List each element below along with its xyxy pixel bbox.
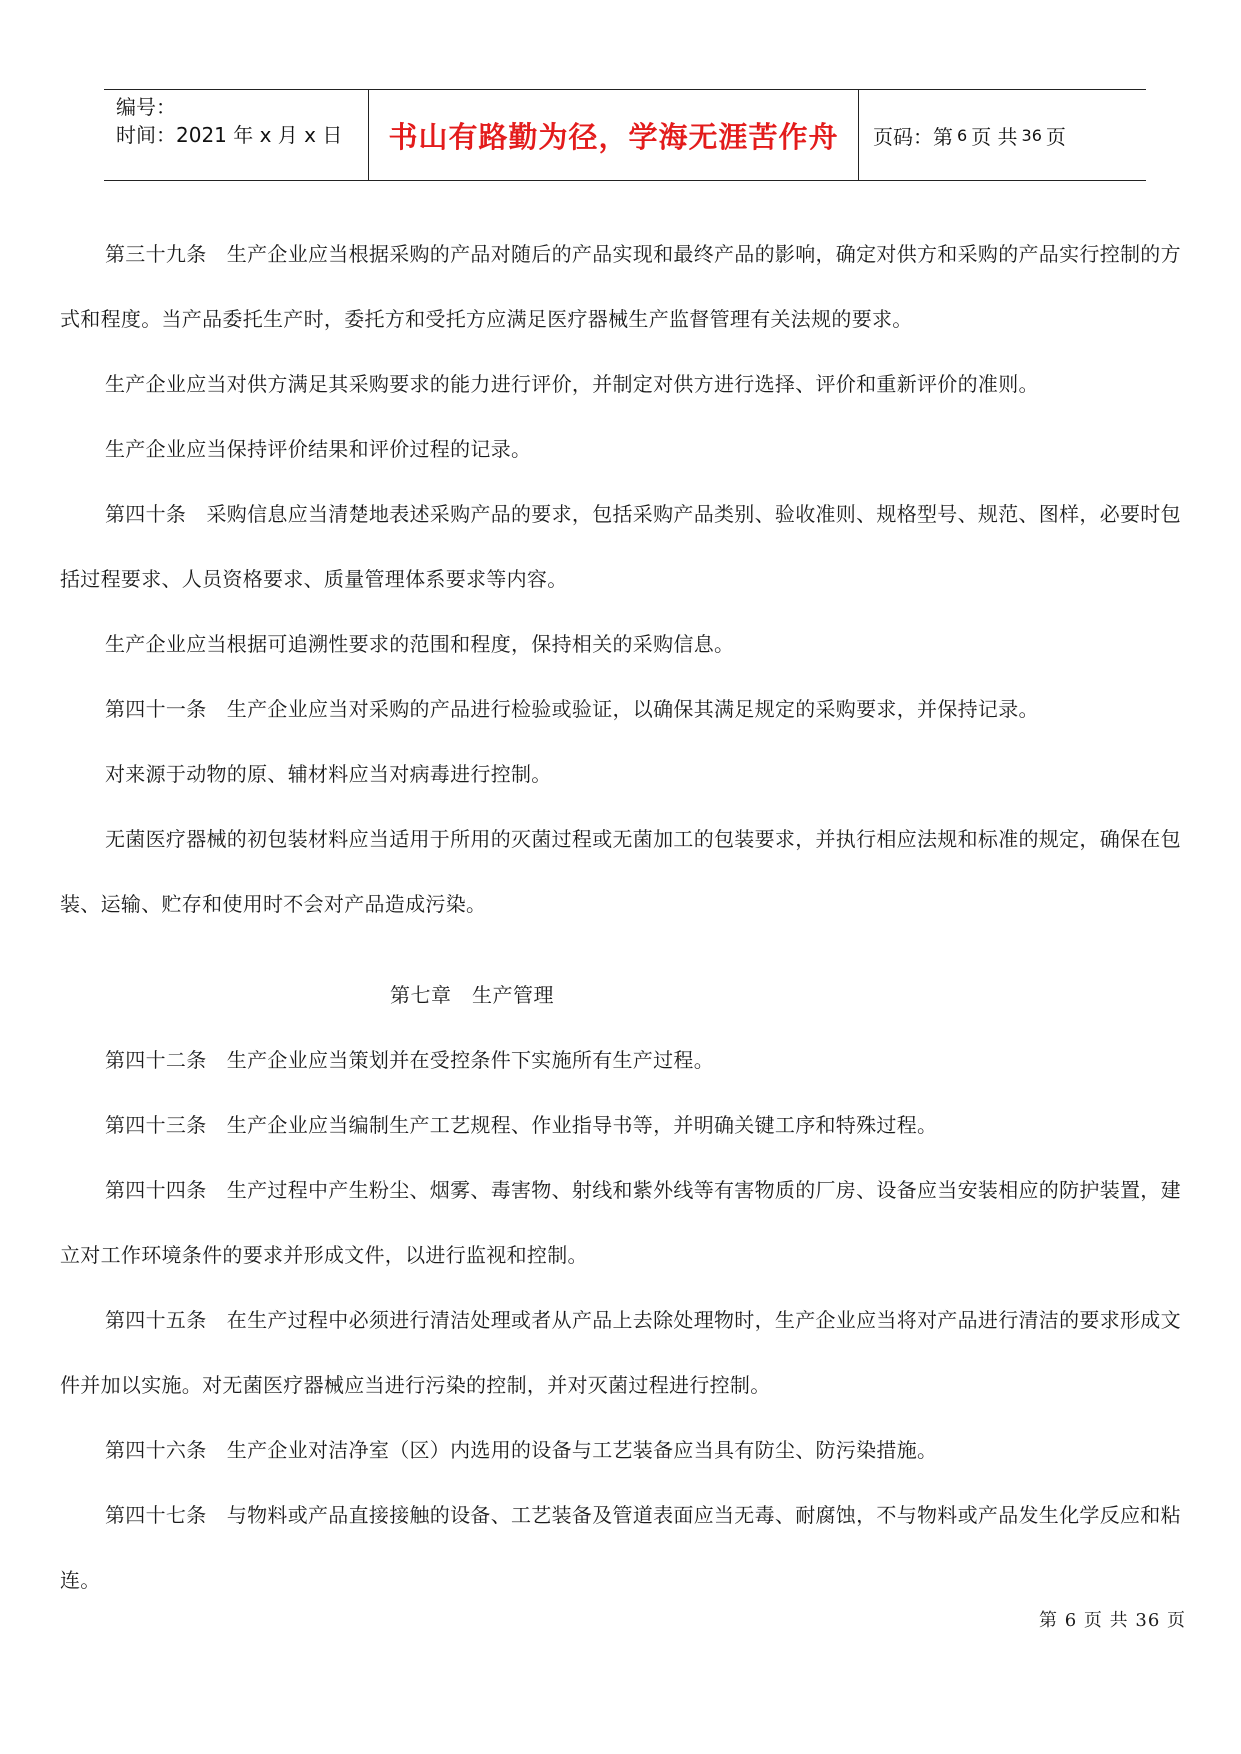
document-body xyxy=(60,222,1184,1613)
header-info-cell xyxy=(104,90,369,180)
paragraph: 第四十二条 生产企业应当策划并在受控条件下实施所有生产过程。 xyxy=(105,1048,714,1072)
time-label: 时间：2021 年 x 月 x 日 xyxy=(116,123,343,147)
number-label: 编号： xyxy=(116,95,176,119)
paragraph: 第四十条 采购信息应当清楚地表述采购产品的要求，包括采购产品类别、验收准则、规格型号、规范、图样，必要时包括过程要求、人员资格要求、质量管理体系要求等内容。 xyxy=(60,502,1181,591)
paragraph: 第四十四条 生产过程中产生粉尘、烟雾、毒害物、射线和紫外线等有害物质的厂房、设备应当安装相应的防护装置，建立对工作环境条件的要求并形成文件，以进行监视和控制。 xyxy=(60,1178,1181,1267)
paragraph: 第四十六条 生产企业对洁净室（区）内选用的设备与工艺装备应当具有防尘、防污染措施。 xyxy=(105,1438,938,1462)
header-motto: 书山有路勤为径，学海无涯苦作舟 xyxy=(369,90,859,180)
paragraph: 第四十五条 在生产过程中必须进行清洁处理或者从产品上去除处理物时，生产企业应当将对产品进行清洁的要求形成文件并加以实施。对无菌医疗器械应当进行污染的控制，并对灭菌过程进行控制。 xyxy=(60,1308,1181,1397)
page-total: 36 xyxy=(1021,125,1042,145)
page-footer: 第 6 页 共 36 页 xyxy=(1039,1610,1186,1631)
paragraph: 对来源于动物的原、辅材料应当对病毒进行控制。 xyxy=(105,762,552,786)
paragraph: 第四十一条 生产企业应当对采购的产品进行检验或验证，以确保其满足规定的采购要求，并保持记录。 xyxy=(105,697,1039,721)
paragraph: 无菌医疗器械的初包装材料应当适用于所用的灭菌过程或无菌加工的包装要求，并执行相应法规和标准的规定，确保在包装、运输、贮存和使用时不会对产品造成污染。 xyxy=(60,827,1181,916)
header-page-cell xyxy=(859,90,1146,180)
paragraph: 第四十三条 生产企业应当编制生产工艺规程、作业指导书等，并明确关键工序和特殊过程。 xyxy=(105,1113,938,1137)
paragraph: 生产企业应当保持评价结果和评价过程的记录。 xyxy=(105,437,532,461)
page-current: 6 xyxy=(957,125,968,145)
header-table xyxy=(104,89,1146,181)
chapter-heading: 第七章 生产管理 xyxy=(390,983,554,1007)
paragraph: 生产企业应当对供方满足其采购要求的能力进行评价，并制定对供方进行选择、评价和重新评价的准则。 xyxy=(105,372,1039,396)
paragraph: 第四十七条 与物料或产品直接接触的设备、工艺装备及管道表面应当无毒、耐腐蚀，不与物料或产品发生化学反应和粘连。 xyxy=(60,1503,1181,1592)
page-mid: 页 共 xyxy=(971,124,1018,149)
paragraph: 第三十九条 生产企业应当根据采购的产品对随后的产品实现和最终产品的影响，确定对供方和采购的产品实行控制的方式和程度。当产品委托生产时，委托方和受托方应满足医疗器械生产监督管理有关法规的要求。 xyxy=(60,242,1181,331)
paragraph: 生产企业应当根据可追溯性要求的范围和程度，保持相关的采购信息。 xyxy=(105,632,735,656)
page-suffix: 页 xyxy=(1045,124,1066,149)
page-prefix: 页码：第 xyxy=(873,124,953,149)
